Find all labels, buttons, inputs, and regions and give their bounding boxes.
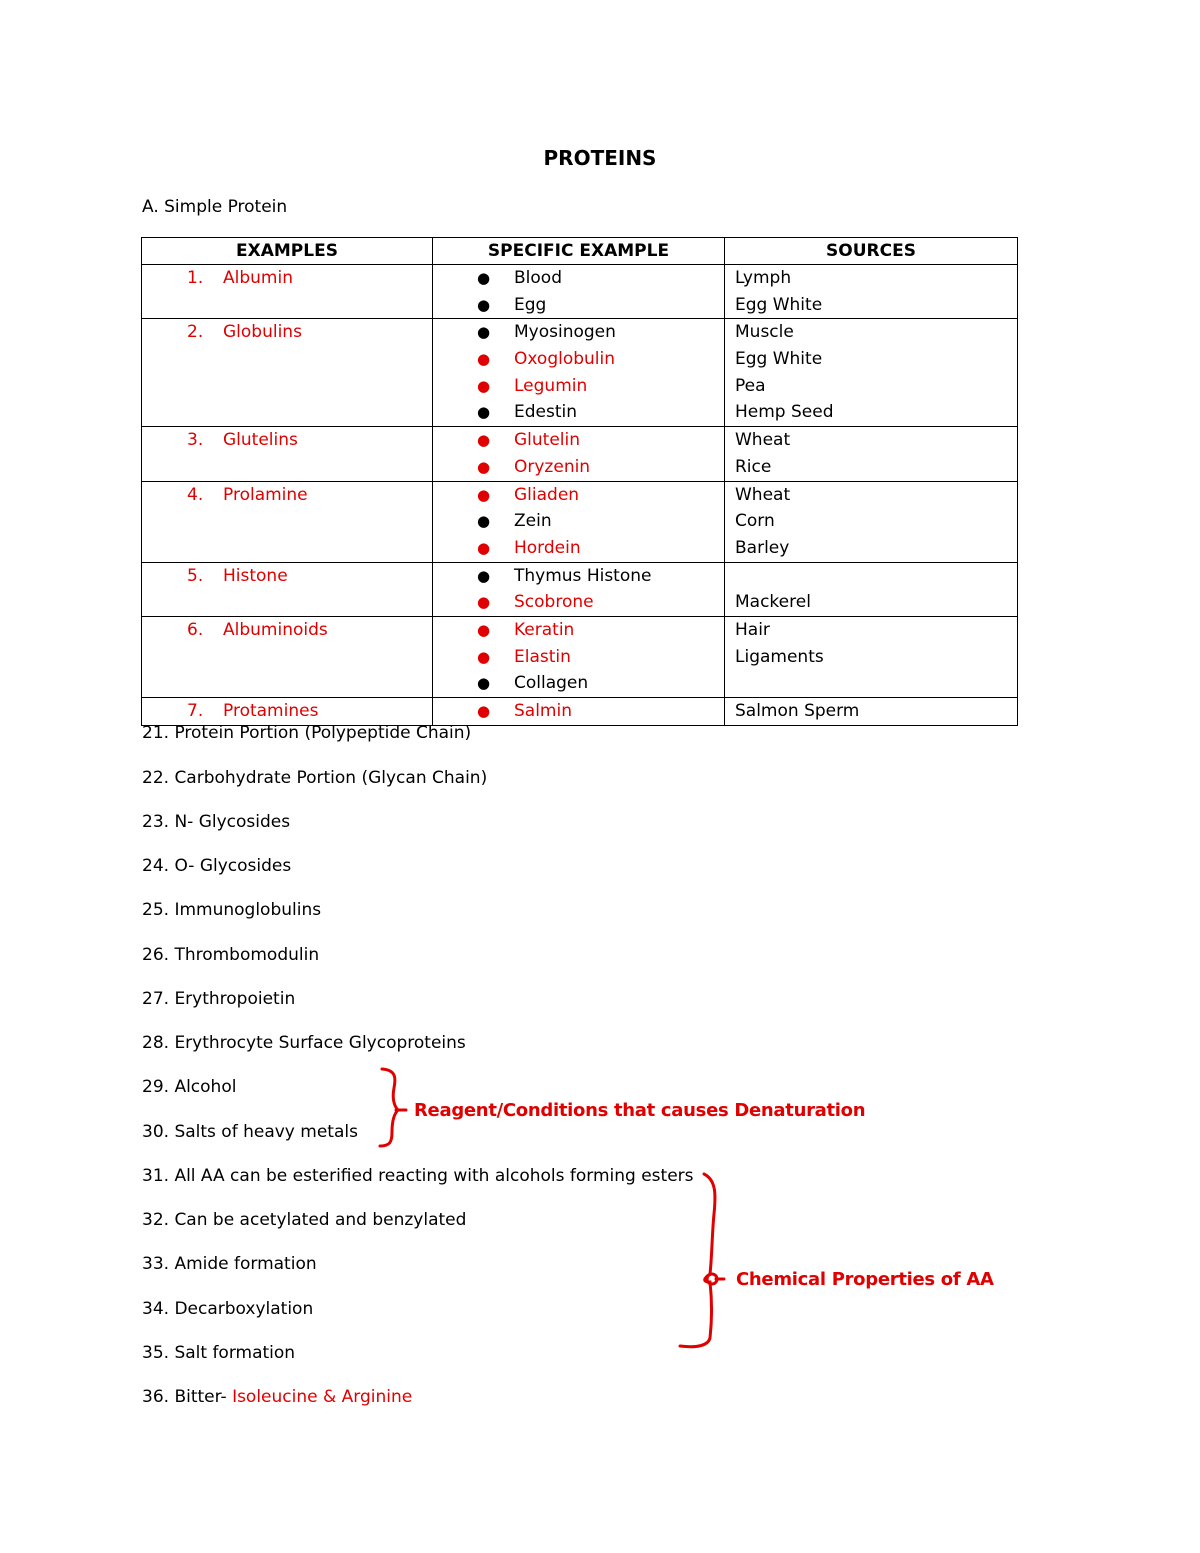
example-number: 5. [187, 565, 204, 586]
source-text: Lymph [735, 268, 792, 288]
source-text [725, 670, 1017, 697]
source-text: Pea [735, 375, 766, 396]
cell-specific-examples [433, 616, 725, 697]
section-subtitle: A. Simple Protein [142, 197, 288, 217]
example-number: 2. [187, 322, 204, 343]
specific-example: Legumin [514, 375, 588, 396]
list-item-text: 33. Amide formation [142, 1254, 317, 1274]
specific-example: Edestin [514, 402, 578, 423]
specific-example: Keratin [514, 619, 575, 640]
list-item [142, 723, 471, 743]
denaturation-annotation: Reagent/Conditions that causes Denaturation [414, 1100, 866, 1121]
specific-example: Scobrone [514, 592, 594, 613]
chemical-properties-brace [676, 1170, 726, 1352]
cell-specific-examples [433, 319, 725, 427]
cell-sources [725, 427, 1018, 481]
list-item [142, 1343, 295, 1363]
bullet-icon: ● [477, 566, 491, 585]
bullet-icon: ● [477, 403, 491, 422]
example-name: Globulins [223, 322, 302, 343]
bullet-icon: ● [477, 647, 491, 666]
cell-specific-examples [433, 562, 725, 616]
list-item [142, 900, 321, 920]
bullet-icon: ● [477, 431, 491, 450]
cell-sources [725, 616, 1018, 697]
example-number: 1. [187, 268, 204, 288]
list-item-text: 35. Salt formation [142, 1343, 296, 1363]
bullet-icon: ● [477, 269, 491, 287]
example-name: Albuminoids [223, 619, 328, 640]
bullet-icon: ● [477, 323, 491, 342]
bullet-icon: ● [477, 620, 491, 639]
list-item [142, 856, 291, 876]
example-number: 4. [187, 484, 204, 505]
cell-specific-examples [433, 265, 725, 319]
simple-protein-table [141, 237, 1018, 726]
denaturation-brace [378, 1066, 408, 1150]
specific-example: Glutelin [514, 430, 581, 451]
table-row [142, 427, 1018, 481]
cell-example [142, 616, 433, 697]
table-row [142, 319, 1018, 427]
table-row [142, 562, 1018, 616]
bullet-icon: ● [477, 702, 491, 720]
source-text: Ligaments [735, 646, 824, 667]
cell-specific-examples [433, 427, 725, 481]
specific-example: Elastin [514, 646, 571, 667]
source-text: Salmon Sperm [735, 701, 860, 721]
bullet-icon: ● [477, 593, 491, 612]
source-text: Wheat [735, 430, 791, 451]
source-text: Egg White [735, 294, 823, 315]
list-item-text: 24. O- Glycosides [142, 856, 292, 876]
source-text: Mackerel [735, 592, 811, 613]
list-item [142, 1166, 694, 1186]
list-item-text: 29. Alcohol [142, 1077, 237, 1097]
example-name: Histone [223, 565, 288, 586]
example-number: 3. [187, 430, 204, 451]
bullet-icon: ● [477, 674, 491, 693]
source-text: Hair [735, 619, 770, 640]
list-item [142, 1033, 466, 1053]
list-item [142, 945, 319, 965]
list-item [142, 989, 295, 1009]
page-title: PROTEINS [543, 146, 657, 170]
specific-example: Hordein [514, 537, 581, 558]
source-text: Barley [735, 537, 790, 558]
specific-example: Gliaden [514, 484, 580, 505]
list-item-text: 27. Erythropoietin [142, 989, 296, 1009]
header-specific-example: SPECIFIC EXAMPLE [433, 238, 725, 265]
cell-example [142, 698, 433, 726]
specific-example: Myosinogen [514, 322, 616, 343]
table-row [142, 698, 1018, 726]
list-item-text: 31. All AA can be esterified reacting with alcohols forming esters [142, 1166, 694, 1186]
cell-sources [725, 319, 1018, 427]
specific-example: Oryzenin [514, 456, 591, 477]
list-item [142, 1299, 313, 1319]
list-item-text: 32. Can be acetylated and benzylated [142, 1210, 467, 1230]
table-row [142, 481, 1018, 562]
example-name: Albumin [223, 268, 293, 288]
example-name: Prolamine [223, 484, 308, 505]
specific-example: Salmin [514, 701, 572, 721]
list-item [142, 1387, 412, 1407]
cell-specific-examples [433, 698, 725, 726]
specific-example: Thymus Histone [514, 565, 652, 586]
bullet-icon: ● [477, 512, 491, 531]
header-sources: SOURCES [725, 238, 1018, 265]
bullet-icon: ● [477, 485, 491, 504]
list-item [142, 812, 290, 832]
list-item [142, 1210, 466, 1230]
cell-example [142, 562, 433, 616]
bullet-icon: ● [477, 376, 491, 395]
list-item-text: 21. Protein Portion (Polypeptide Chain) [142, 723, 472, 743]
list-item-text: 22. Carbohydrate Portion (Glycan Chain) [142, 768, 488, 788]
source-text [725, 563, 1017, 590]
list-item-text: 26. Thrombomodulin [142, 945, 320, 965]
list-item [142, 1254, 317, 1274]
list-item [142, 1077, 236, 1097]
cell-example [142, 265, 433, 319]
cell-sources [725, 698, 1018, 726]
example-number: 6. [187, 619, 204, 640]
cell-example [142, 481, 433, 562]
cell-sources [725, 481, 1018, 562]
chemical-properties-annotation: Chemical Properties of AA [736, 1269, 994, 1290]
list-item-text: 30. Salts of heavy metals [142, 1122, 358, 1142]
source-text: Muscle [735, 322, 794, 343]
example-number: 7. [187, 701, 204, 721]
cell-example [142, 319, 433, 427]
bullet-icon: ● [477, 295, 491, 314]
list-item [142, 768, 487, 788]
cell-specific-examples [433, 481, 725, 562]
specific-example: Zein [514, 511, 552, 532]
table-row [142, 265, 1018, 319]
list-item-text: 36. Bitter- [142, 1387, 233, 1407]
bullet-icon: ● [477, 538, 491, 557]
cell-example [142, 427, 433, 481]
source-text: Wheat [735, 484, 791, 505]
specific-example: Egg [514, 294, 547, 315]
example-name: Glutelins [223, 430, 298, 451]
specific-example: Collagen [514, 673, 589, 694]
list-item [142, 1122, 358, 1142]
bullet-icon: ● [477, 457, 491, 476]
list-item-text: 28. Erythrocyte Surface Glycoproteins [142, 1033, 466, 1053]
table-row [142, 616, 1018, 697]
table-header-row [142, 238, 1018, 265]
example-name: Protamines [223, 701, 319, 721]
specific-example: Blood [514, 268, 562, 288]
specific-example: Oxoglobulin [514, 349, 616, 370]
list-item-text: 25. Immunoglobulins [142, 900, 322, 920]
cell-sources [725, 562, 1018, 616]
bullet-icon: ● [477, 350, 491, 369]
list-item-highlight: Isoleucine & Arginine [232, 1387, 413, 1407]
cell-sources [725, 265, 1018, 319]
list-item-text: 34. Decarboxylation [142, 1299, 314, 1319]
source-text: Hemp Seed [735, 402, 834, 423]
source-text: Corn [735, 511, 775, 532]
source-text: Rice [735, 456, 772, 477]
header-examples: EXAMPLES [142, 238, 433, 265]
list-item-text: 23. N- Glycosides [142, 812, 291, 832]
source-text: Egg White [735, 349, 823, 370]
